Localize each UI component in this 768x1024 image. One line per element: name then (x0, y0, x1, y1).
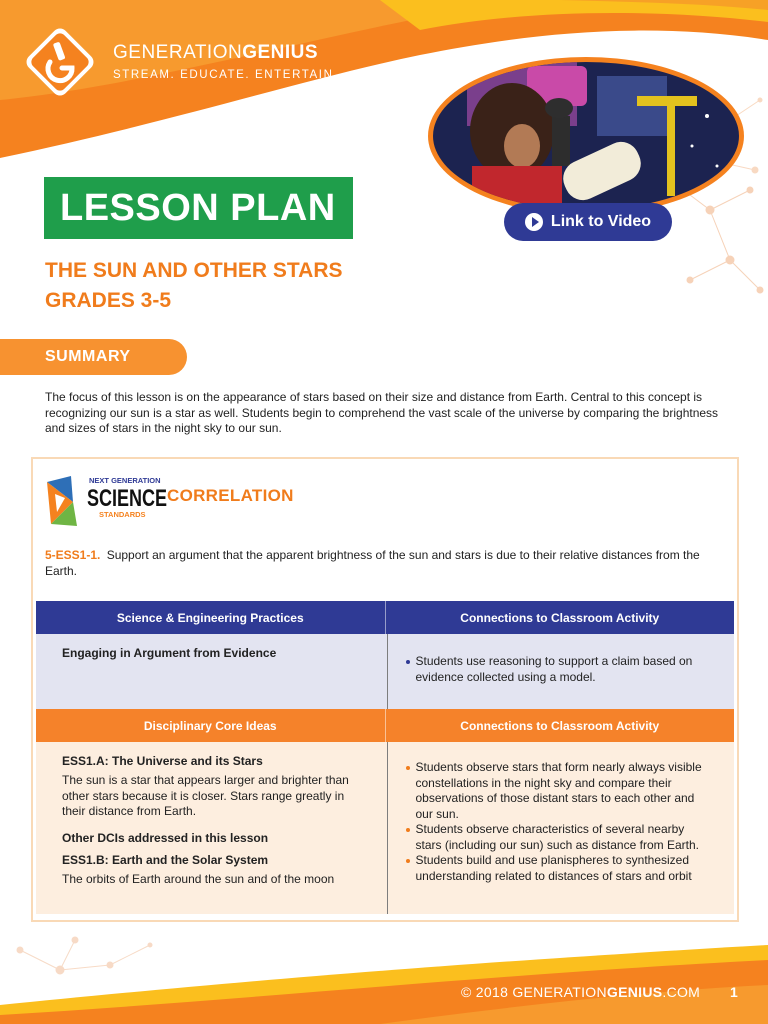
dci-heading: ESS1.B: Earth and the Solar System (62, 852, 269, 867)
lesson-title (45, 256, 343, 316)
dci-text: The orbits of Earth around the sun and of the moon (62, 871, 335, 886)
table-row (36, 634, 734, 709)
svg-text:SCIENCE: SCIENCE (87, 485, 167, 512)
brand-logo[interactable] (20, 22, 339, 102)
summary-heading: SUMMARY (0, 339, 187, 375)
standard-text: Support an argument that the apparent brightness of the sun and stars is due to their relative distances from the Earth. (45, 548, 700, 578)
practice-connections-list (406, 654, 713, 685)
list-item: Students observe stars that form nearly always visible constellations in the night sky and compare their observations of those distant stars to each other and our sun. (406, 760, 713, 822)
dci-heading: ESS1.A: The Universe and its Stars (62, 754, 263, 768)
list-item: Students use reasoning to support a claim based on evidence collected using a model. (406, 654, 713, 685)
dci-header: Disciplinary Core Ideas (36, 709, 386, 742)
table-header-row (36, 709, 734, 742)
link-to-video-button[interactable] (504, 203, 672, 241)
dci-text: The sun is a star that appears larger and brighter than other stars because it is closer. Stars range greatly in their distance from Earth. (62, 773, 349, 818)
summary-text: The focus of this lesson is on the appearance of stars based on their size and distance from Earth. Central to this concept is recognizing our sun is a star as well. Students begin to comprehend the vast scale of the universe by comparing the brightness and sizes of stars in the night sky to our sun. (45, 390, 719, 435)
ngss-logo (43, 472, 167, 530)
microscope-logo-icon (20, 22, 100, 102)
practice-name: Engaging in Argument from Evidence (62, 646, 277, 660)
list-item: Students build and use planispheres to synthesized understanding related to distances of stars and orbit (406, 853, 713, 884)
page-number: 1 (730, 984, 738, 1000)
lesson-title-grades: GRADES 3-5 (45, 289, 172, 312)
footer-copyright: © 2018 GENERATIONGENIUS.COM (461, 984, 701, 1000)
play-icon (525, 213, 543, 231)
correlation-heading: CORRELATION (167, 486, 294, 505)
brand-name: GENERATIONGENIUS (113, 42, 319, 63)
connections-header: Connections to Classroom Activity (460, 718, 660, 733)
standard-code: 5-ESS1-1. (45, 548, 101, 562)
video-button-label: Link to Video (550, 213, 652, 230)
lesson-plan-badge: LESSON PLAN (44, 177, 353, 239)
lesson-title-topic: THE SUN AND OTHER STARS (45, 259, 343, 282)
svg-text:NEXT GENERATION: NEXT GENERATION (89, 476, 161, 485)
video-thumbnail[interactable] (427, 56, 745, 216)
footer-background (0, 925, 768, 1024)
svg-text:STANDARDS: STANDARDS (99, 510, 146, 519)
brand-tagline: STREAM. EDUCATE. ENTERTAIN. (113, 69, 339, 81)
list-item: Students observe characteristics of several nearby stars (including our sun) such as distance from Earth. (406, 822, 713, 853)
correlation-table (36, 601, 734, 914)
table-row (36, 742, 734, 914)
connections-header: Connections to Classroom Activity (460, 610, 660, 625)
practices-header: Science & Engineering Practices (36, 601, 386, 634)
standard-statement (45, 547, 725, 579)
dci-connections-list (406, 760, 713, 884)
other-dci-heading: Other DCIs addressed in this lesson (62, 830, 269, 845)
table-header-row (36, 601, 734, 634)
ngss-correlation-box (31, 457, 739, 922)
